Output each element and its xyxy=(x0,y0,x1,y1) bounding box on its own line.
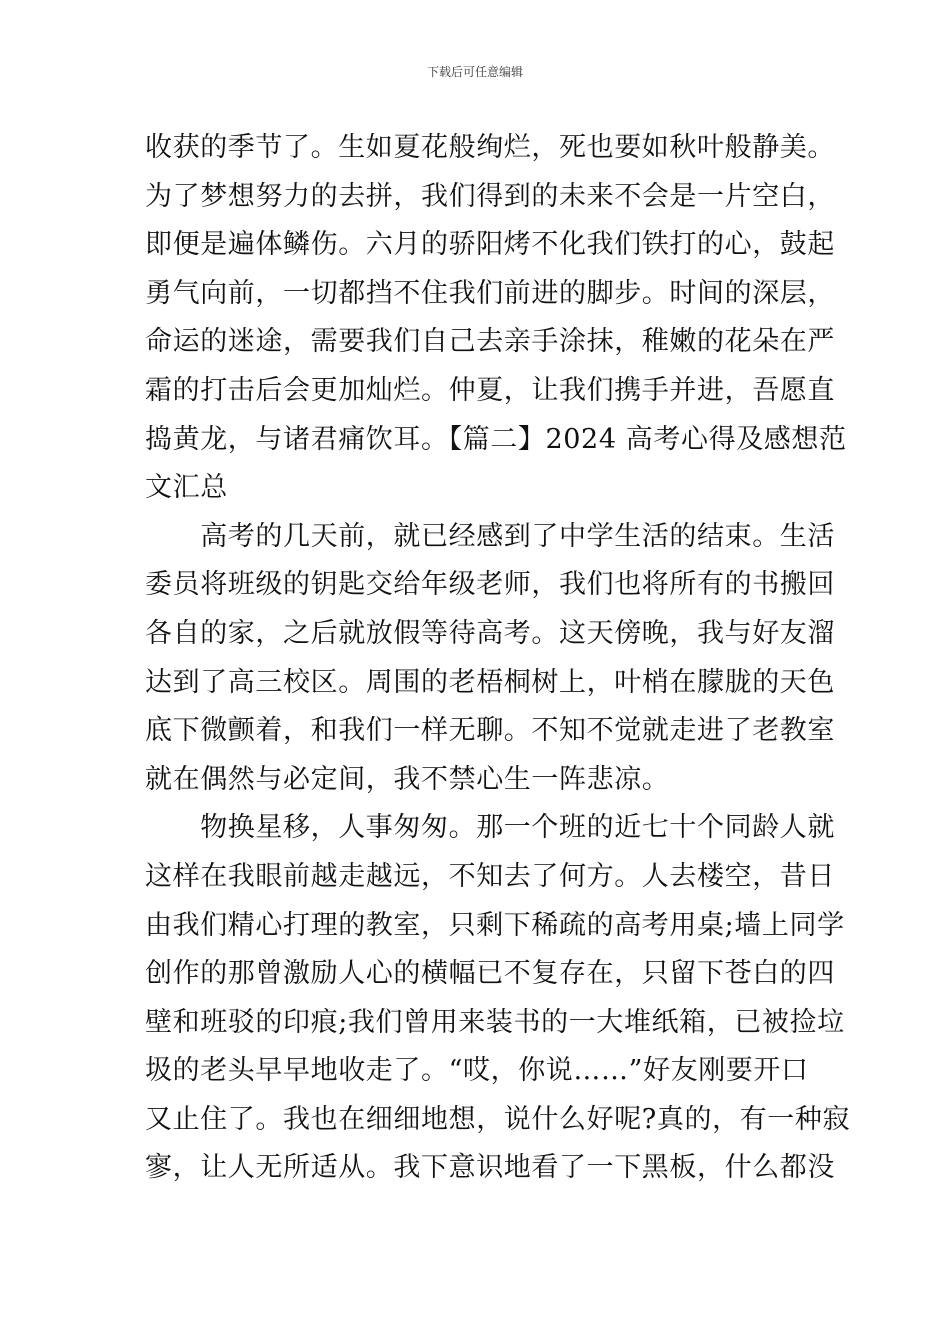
text-line: 壁和班驳的印痕;我们曾用来装书的一大堆纸箱，已被捡垃 xyxy=(145,1006,845,1038)
text-line: 勇气向前，一切都挡不住我们前进的脚步。时间的深层， xyxy=(145,277,835,309)
document-body xyxy=(145,124,851,1193)
text-line: 捣黄龙，与诸君痛饮耳。【篇二】2024 高考心得及感想范 xyxy=(145,423,847,455)
text-line: 达到了高三校区。周围的老梧桐树上，叶梢在朦胧的天色 xyxy=(145,666,835,698)
text-line: 收获的季节了。生如夏花般绚烂，死也要如秋叶般静美。 xyxy=(145,132,835,163)
text-line: 各自的家，之后就放假等待高考。这天傍晚，我与好友溜 xyxy=(145,617,835,649)
text-line: 就在偶然与必定间，我不禁心生一阵悲凉。 xyxy=(145,763,670,795)
text-line: 圾的老头早早地收走了。“哎，你说……”好友刚要开口 xyxy=(145,1055,809,1087)
text-line: 为了梦想努力的去拼，我们得到的未来不会是一片空白， xyxy=(145,180,835,212)
text-line: 即便是遍体鳞伤。六月的骄阳烤不化我们铁打的心，鼓起 xyxy=(145,229,835,261)
text-line: 文汇总 xyxy=(145,472,228,504)
text-line: 命运的迷途，需要我们自己去亲手涂抹，稚嫩的花朵在严 xyxy=(145,326,835,358)
text-line: 底下微颤着，和我们一样无聊。不知不觉就走进了老教室 xyxy=(145,715,835,747)
text-line: 委员将班级的钥匙交给年级老师，我们也将所有的书搬回 xyxy=(145,569,835,601)
text-line: 又止住了。我也在细细地想，说什么好呢?真的，有一种寂 xyxy=(145,1103,851,1135)
text-line: 创作的那曾激励人心的横幅已不复存在，只留下苍白的四 xyxy=(145,958,835,990)
text-line: 霜的打击后会更加灿烂。仲夏，让我们携手并进，吾愿直 xyxy=(145,374,835,406)
paragraph-2 xyxy=(145,513,835,805)
paragraph-3 xyxy=(145,804,851,1193)
text-line: 由我们精心打理的教室，只剩下稀疏的高考用桌;墙上同学 xyxy=(145,909,845,941)
text-line: 物换星移，人事匆匆。那一个班的近七十个同龄人就 xyxy=(145,812,835,844)
page-header-note: 下载后可任意编辑 xyxy=(426,65,523,79)
paragraph-1 xyxy=(145,124,847,513)
text-line: 寥，让人无所适从。我下意识地看了一下黑板，什么都没 xyxy=(145,1152,835,1184)
text-line: 高考的几天前，就已经感到了中学生活的结束。生活 xyxy=(145,520,835,552)
text-line: 这样在我眼前越走越远，不知去了何方。人去楼空，昔日 xyxy=(145,860,835,892)
